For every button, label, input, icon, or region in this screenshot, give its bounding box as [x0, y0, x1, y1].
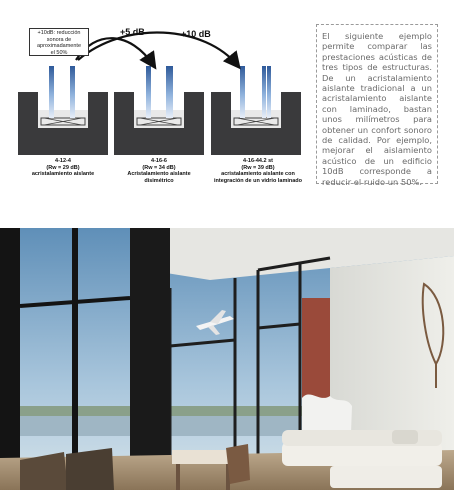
glass-pane [267, 66, 271, 118]
panel-desc: acristalamiento aislante [31, 171, 95, 178]
explanation-textbox [316, 24, 438, 187]
glass-pane [166, 66, 173, 118]
glass-pane [70, 66, 75, 118]
panel-desc: Acristalamiento aislante [127, 171, 191, 178]
glass-pane [262, 66, 266, 118]
explanation-paragraph: El siguiente ejemplo permite comparar las prestaciones acústicas de tres tipos de estructuras. De un acristalamiento aislante tradicional a un acristalamiento aislante con laminado, bastan unos milímetros para obtener un confort sonoro de calidad. Por ejemplo, mejorar el aislamiento acústico de un edificio 10dB corresponde a reducir el ruido un 50%. [322, 31, 432, 187]
glass-pane [146, 66, 151, 118]
callout-line: aproximadamente [36, 43, 82, 49]
callout-line: sonora de [46, 36, 72, 43]
callout-line: el 50% [50, 49, 68, 56]
panel-3-caption [203, 158, 313, 184]
glass-pane [240, 66, 245, 118]
panel-rating: (Rw = 29 dB) [46, 164, 80, 171]
arrow-plus-10db [78, 32, 238, 66]
panel-desc: integración de un vidrio laminado [213, 177, 302, 184]
panel-desc: acristalamiento aislante con [221, 171, 295, 178]
reduction-callout [29, 28, 89, 56]
panel-desc: disimétrico [144, 177, 174, 184]
panel-1-illustration [18, 66, 108, 155]
glass-pane [49, 66, 54, 118]
panel-3-illustration [211, 66, 301, 155]
interior-photo-svg [0, 228, 454, 490]
gain-label-10db: +10 dB [181, 29, 211, 39]
panel-2-caption [111, 158, 207, 184]
panel-rating: (Rw = 39 dB) [241, 164, 275, 171]
panel-spec: 4-16-6 [151, 158, 167, 164]
panel-spec: 4-12-4 [55, 158, 71, 164]
gain-label-5db: +5 dB [120, 27, 145, 37]
panel-1-caption [15, 158, 111, 178]
panel-spec: 4-16-44.2 st [243, 158, 273, 164]
panel-rating: (Rw = 34 dB) [142, 164, 176, 171]
interior-photo [0, 228, 454, 490]
acoustic-glazing-diagram [0, 0, 315, 200]
callout-line: +10dB: reducción [37, 30, 81, 36]
panel-2-illustration [114, 66, 204, 155]
